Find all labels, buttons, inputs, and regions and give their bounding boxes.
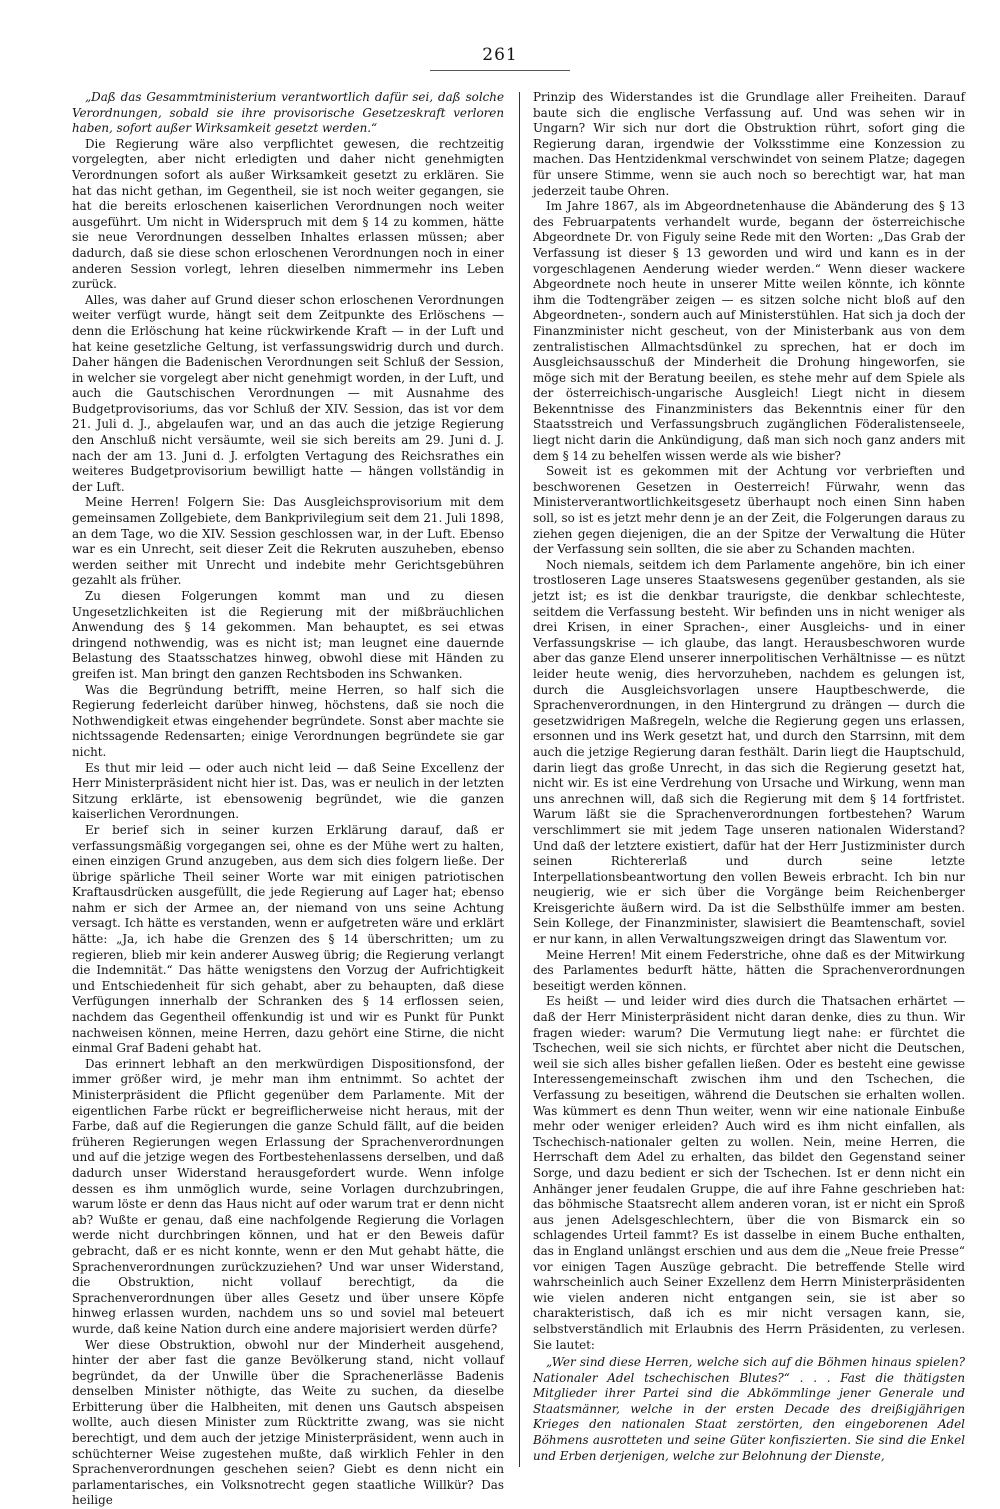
page-number: 261 bbox=[0, 45, 1000, 65]
paragraph: Soweit ist es gekommen mit der Achtung vor verbrieften und beschworenen Gesetzen in Oesterreich! Fürwahr, wenn das Ministerverantwortlichkeitsgesetz überhaupt noch einen Sinn haben soll, so ist es jetzt mehr denn je an der Zeit, die Folgerungen daraus zu ziehen gegen diejenigen, die an der Spitze der Verwaltung die Hüter der Verfassung sein sollten, die sie aber zu Schanden machten. bbox=[533, 464, 965, 558]
paragraph: Meine Herren! Folgern Sie: Das Ausgleichsprovisorium mit dem gemeinsamen Zollgebiete, dem Bankprivilegium seit dem 21. Juli 1898, an dem Tage, wo die XIV. Session geschlossen war, in der Luft. Ebenso war es ein Unrecht, seit dieser Zeit die Rekruten auszuheben, ebenso werden seither mit Unrecht und indebite mehr Gerichtsgebühren gezahlt als früher. bbox=[72, 495, 504, 589]
paragraph: Meine Herren! Mit einem Federstriche, ohne daß es der Mitwirkung des Parlamentes bedurft hätte, hätten die Sprachenverordnungen beseitigt werden können. bbox=[533, 948, 965, 995]
paragraph: Es heißt — und leider wird dies durch die Thatsachen erhärtet — daß der Herr Ministerpräsident nicht daran denke, dies zu thun. Wir fragen wieder: warum? Die Vermutung liegt nahe: er fürchtet die Tschechen, weil sie sich nichts, er fürchtet aber nicht die Deutschen, weil sie sich alles bisher gefallen ließen. Oder es besteht eine gewisse Interessengemeinschaft zwischen ihm und den Tschechen, die Verfassung zu beseitigen, während die Deutschen sie erhalten wollen. Was kümmert es denn Thun weiter, wenn wir eine nationale Einbuße mehr oder weniger erleiden? Auch wird es ihm nicht einfallen, als Tschechisch-nationaler gelten zu wollen. Nein, meine Herren, die Herrschaft dem Adel zu erhalten, das bildet den Gegenstand seiner Sorge, und dazu bedient er sich der Tschechen. Ist er denn nicht ein Anhänger jener feudalen Gruppe, die auf ihre Fahne geschrieben hat: das böhmische Staatsrecht allem anderen voran, ist er nicht ein Sproß aus jenen Adelsgeschlechtern, über die von Bismarck ein so schlagendes Urteil fammt? Es ist dasselbe in einem Buche enthalten, das in England unlängst erschien und aus dem die „Neue freie Presse“ vor einigen Tagen Auszüge gebracht. Die betreffende Stelle wird wahrscheinlich auch Seiner Exzellenz dem Herrn Ministerpräsidenten wie vielen anderen nicht entgangen sein, sie ist aber so charakteristisch, daß ich es mir nicht versagen kann, sie, selbstverständlich mit Erlaubnis des Herrn Präsidenten, zu verlesen. Sie lautet: bbox=[533, 994, 965, 1353]
paragraph: Was die Begründung betrifft, meine Herren, so half sich die Regierung federleicht darüber hinweg, höchstens, daß sie noch die Nothwendigkeit etwas eingehender begründete. Sonst aber machte sie nichtssagende Redensarten; einige Verordnungen begründete sie gar nicht. bbox=[72, 683, 504, 761]
quote-paragraph: „Wer sind diese Herren, welche sich auf die Böhmen hinaus spielen? Nationaler Adel tschechischen Blutes?“ . . . Fast die thätigsten Mitglieder ihrer Partei sind die Abkömmlinge jener Generale und Staatsmänner, welche in der ersten Decade des dreißigjährigen Krieges den nationalen Staat zerstörten, den eingeborenen Adel Böhmens ausrotteten und seine Güter konfiszierten. Sie sind die Enkel und Erben derjenigen, welche zur Belohnung der Dienste, bbox=[533, 1355, 965, 1464]
paragraph: Wer diese Obstruktion, obwohl nur der Minderheit ausgehend, hinter der aber fast die ganze Bevölkerung stand, nicht vollauf begründet, da der Unwille über die Sprachenerlässe Badenis denselben Minister nöthigte, das Weite zu suchen, da dieselbe Erbitterung über die Halbheiten, mit denen uns Gautsch abspeisen wollte, auch diesen Minister zum Rücktritte zwang, was sie nicht berechtigt, und dem auch der jetzige Ministerpräsident, wenn auch in schüchterner Weise zugestehen mußte, daß wirklich Fehler in den Sprachenverordnungen geschehen seien? Giebt es denn nicht ein parlamentarisches, ein Volksnotrecht gegen staatliche Willkür? Das heilige bbox=[72, 1338, 504, 1509]
paragraph: Alles, was daher auf Grund dieser schon erloschenen Verordnungen weiter verfügt wurde, hängt seit dem Zeitpunkte des Erlöschens — denn die Erlöschung hat keine rückwirkende Kraft — in der Luft und hat keine gesetzliche Geltung, ist verfassungswidrig durch und durch. Daher hängen die Badenischen Verordnungen seit Schluß der Session, in welcher sie vorgelegt aber nicht genehmigt worden, in der Luft, und auch die Gautschischen Verordnungen — mit Ausnahme des Budgetprovisoriums, das vor Schluß der XIV. Session, das ist vor dem 21. Juli d. J., abgelaufen war, und an das auch die jetzige Regierung den Anschluß nicht versäumte, weil sie sich bereits am 29. Juni d. J. nach der am 13. Juni d. J. erfolgten Vertagung des Reichsrathes ein weiteres Budgetprovisorium bewilligt hatte — hängen vollständig in der Luft. bbox=[72, 293, 504, 496]
paragraph: Er berief sich in seiner kurzen Erklärung darauf, daß er verfassungsmäßig vorgegangen sei, ohne es der Mühe wert zu halten, einen einzigen Grund anzugeben, aus dem sich dies folgern ließe. Der übrige spärliche Theil seiner Worte war mit einigen patriotischen Kraftausdrücken ausgefüllt, die jede Regierung auf Lager hat; ebenso nahm er sich der Armee an, der niemand von uns seine Achtung versagt. Ich hätte es verstanden, wenn er aufgetreten wäre und erklärt hätte: „Ja, ich habe die Grenzen des § 14 überschritten; um zu regieren, blieb mir kein anderer Ausweg übrig; die Regierung verlangt die Indemnität.“ Das hätte wenigstens den Vorzug der Aufrichtigkeit und Entschiedenheit für sich gehabt, aber zu behaupten, daß diese Verfügungen innerhalb der Schranken des § 14 erflossen seien, nachdem das Gegentheil offenkundig ist und wir es Punkt für Punkt nachweisen können, meine Herren, dazu gehört eine Stirne, die nicht einmal Graf Badeni gehabt hat. bbox=[72, 823, 504, 1057]
paragraph: Es thut mir leid — oder auch nicht leid — daß Seine Excellenz der Herr Ministerpräsident nicht hier ist. Das, was er neulich in der letzten Sitzung erklärte, ist ebensowenig begründet, wie die ganzen kaiserlichen Verordnungen. bbox=[72, 761, 504, 823]
paragraph: Noch niemals, seitdem ich dem Parlamente angehöre, bin ich einer trostloseren Lage unseres Staatswesens gegenüber gestanden, als sie jetzt ist; es ist die denkbar traurigste, die denkbar schlechteste, seitdem die Verfassung besteht. Wir befinden uns in nicht weniger als drei Krisen, in einer Sprachen-, einer Ausgleichs- und in einer Verfassungskrise — ich glaube, das langt. Herausbeschworen wurde aber das ganze Elend unserer innerpolitischen Verhältnisse — es nützt leider heute wenig, dies hervorzuheben, nachdem es gelungen ist, durch die Ausgleichsvorlagen unsere Hauptbeschwerde, die Sprachenverordnungen, in den Hintergrund zu drängen — durch die gesetzwidrigen Maßregeln, welche die Regierung gegen uns erlassen, ersonnen und ins Werk gesetzt hat, und durch den Starrsinn, mit dem auch die jetzige Regierung daran festhält. Darin liegt die Hauptschuld, darin liegt das große Unrecht, in das sich die Regierung gesetzt hat, nicht wir. Es ist eine Verdrehung von Ursache und Wirkung, wenn man uns anrechnen will, daß sich die Regierung mit dem § 14 fortfristet. Warum läßt sie die Sprachenverordnungen fortbestehen? Warum verschlimmert sie mit jedem Tage unseren nationalen Widerstand? Und daß der letztere existiert, dafür hat der Herr Justizminister durch seinen Richtererlaß und durch seine letzte Interpellationsbeantwortung den vollen Beweis erbracht. Ich bin nur neugierig, wie er sich über die Vorgänge beim Reichenberger Kreisgerichte äußern wird. Da ist die Selbsthülfe immer am besten. Sein Kollege, der Finanzminister, slawisiert die Beamtenschaft, soviel er nur kann, in allen Verwaltungszweigen dringt das Slawentum vor. bbox=[533, 558, 965, 948]
right-column bbox=[533, 90, 965, 1470]
left-column bbox=[72, 90, 504, 1470]
paragraph: Die Regierung wäre also verpflichtet gewesen, die rechtzeitig vorgelegten, aber nicht erledigten und daher nicht genehmigten Verordnungen sofort als außer Wirksamkeit gesetzt zu erklären. Sie hat das nicht gethan, im Gegentheil, sie ist noch weiter gegangen, sie hat die bereits erloschenen kaiserlichen Verordnungen noch weiter ausgeführt. Um nicht in Widerspruch mit dem § 14 zu kommen, hätte sie neue Verordnungen desselben Inhaltes erlassen müssen; aber dadurch, daß sie diese schon erloschenen Verordnungen noch in einer anderen Session vorlegt, lehren dieselben nimmermehr ins Leben zurück. bbox=[72, 137, 504, 293]
paragraph: Prinzip des Widerstandes ist die Grundlage aller Freiheiten. Darauf baute sich die englische Verfassung auf. Und was sehen wir in Ungarn? Wir sich nur dort die Obstruktion rührt, sofort ging die Regierung daran, irgendwie der Volksstimme eine Konzession zu machen. Das Hentzidenkmal verschwindet von seinem Platze; dagegen für unsere Stimme, wenn sie auch noch so berechtigt war, hat man jederzeit taube Ohren. bbox=[533, 90, 965, 199]
paragraph: „Daß das Gesammtministerium verantwortlich dafür sei, daß solche Verordnungen, sobald sie ihre provisorische Gesetzeskraft verloren haben, sofort außer Wirksamkeit gesetzt werden.“ bbox=[72, 90, 504, 137]
paragraph: Das erinnert lebhaft an den merkwürdigen Dispositionsfond, der immer größer wird, je mehr man ihm entnimmt. So achtet der Ministerpräsident die Pflicht gegenüber dem Parlamente. Mit der eigentlichen Farbe rückt er begreiflicherweise nicht heraus, mit der Farbe, daß auf die Regierungen die ganze Schuld fällt, auf die beiden früheren Regierungen wegen Erlassung der Sprachenverordnungen und auf die jetzige wegen des Fortbestehenlassens derselben, und daß dadurch unser Widerstand herausgefordert wurde. Wenn infolge dessen es ihm unmöglich wurde, seine Vorlagen durchzubringen, warum löste er denn das Haus nicht auf oder warum trat er denn nicht ab? Wußte er genau, daß eine nachfolgende Regierung die Vorlagen werde nicht durchbringen können, und hat er den Beweis dafür gebracht, daß er es nicht konnte, wenn er den Mut gehabt hätte, die Sprachenverordnungen zurückzuziehen? Und war unser Widerstand, die Obstruktion, nicht vollauf berechtigt, da die Sprachenverordnungen über alles Gesetz und über unsere Köpfe hinweg erlassen wurden, nachdem uns so und soviel mal beteuert wurde, daß keine Nation durch eine andere majorisiert werden dürfe? bbox=[72, 1057, 504, 1338]
paragraph: Zu diesen Folgerungen kommt man und zu diesen Ungesetzlichkeiten ist die Regierung mit der mißbräuchlichen Anwendung des § 14 gekommen. Man behauptet, es sei etwas dringend nothwendig, was es nicht ist; man leugnet eine dauernde Belastung des Staatsschatzes hinweg, obwohl diese mit Händen zu greifen ist. Man bringt den ganzen Rechtsboden ins Schwanken. bbox=[72, 589, 504, 683]
paragraph: Im Jahre 1867, als im Abgeordnetenhause die Abänderung des § 13 des Februarpatents verhandelt wurde, begann der österreichische Abgeordnete Dr. von Figuly seine Rede mit den Worten: „Das Grab der Verfassung ist dieser § 13 geworden und wird und kann es in der vorgeschlagenen Aenderung wieder werden.“ Wenn dieser wackere Abgeordnete noch heute in unserer Mitte weilen könnte, ich könnte ihm die Todtengräber zeigen — es sitzen solche nicht bloß auf den Abgeordneten-, sondern auch auf Ministerstühlen. Hat sich ja doch der Finanzminister nicht gescheut, von der Ministerbank aus von dem zentralistischen Allmachtsdünkel zu sprechen, hat er doch im Ausgleichsausschuß der Minderheit die Drohung hingeworfen, sie möge sich mit der Beratung beeilen, es stehe mehr auf dem Spiele als der österreichisch-ungarische Ausgleich! Liegt nicht in diesem Bekenntnisse des Finanzministers das Bekenntnis einer für den Staatsstreich und Verfassungsbruch zugänglichen Föderalistenseele, liegt nicht darin die Ankündigung, daß man sich noch ganz anders mit dem § 14 zu behelfen wissen werde als wie bisher? bbox=[533, 199, 965, 464]
column-divider bbox=[519, 92, 520, 1467]
header-rule bbox=[430, 70, 570, 71]
